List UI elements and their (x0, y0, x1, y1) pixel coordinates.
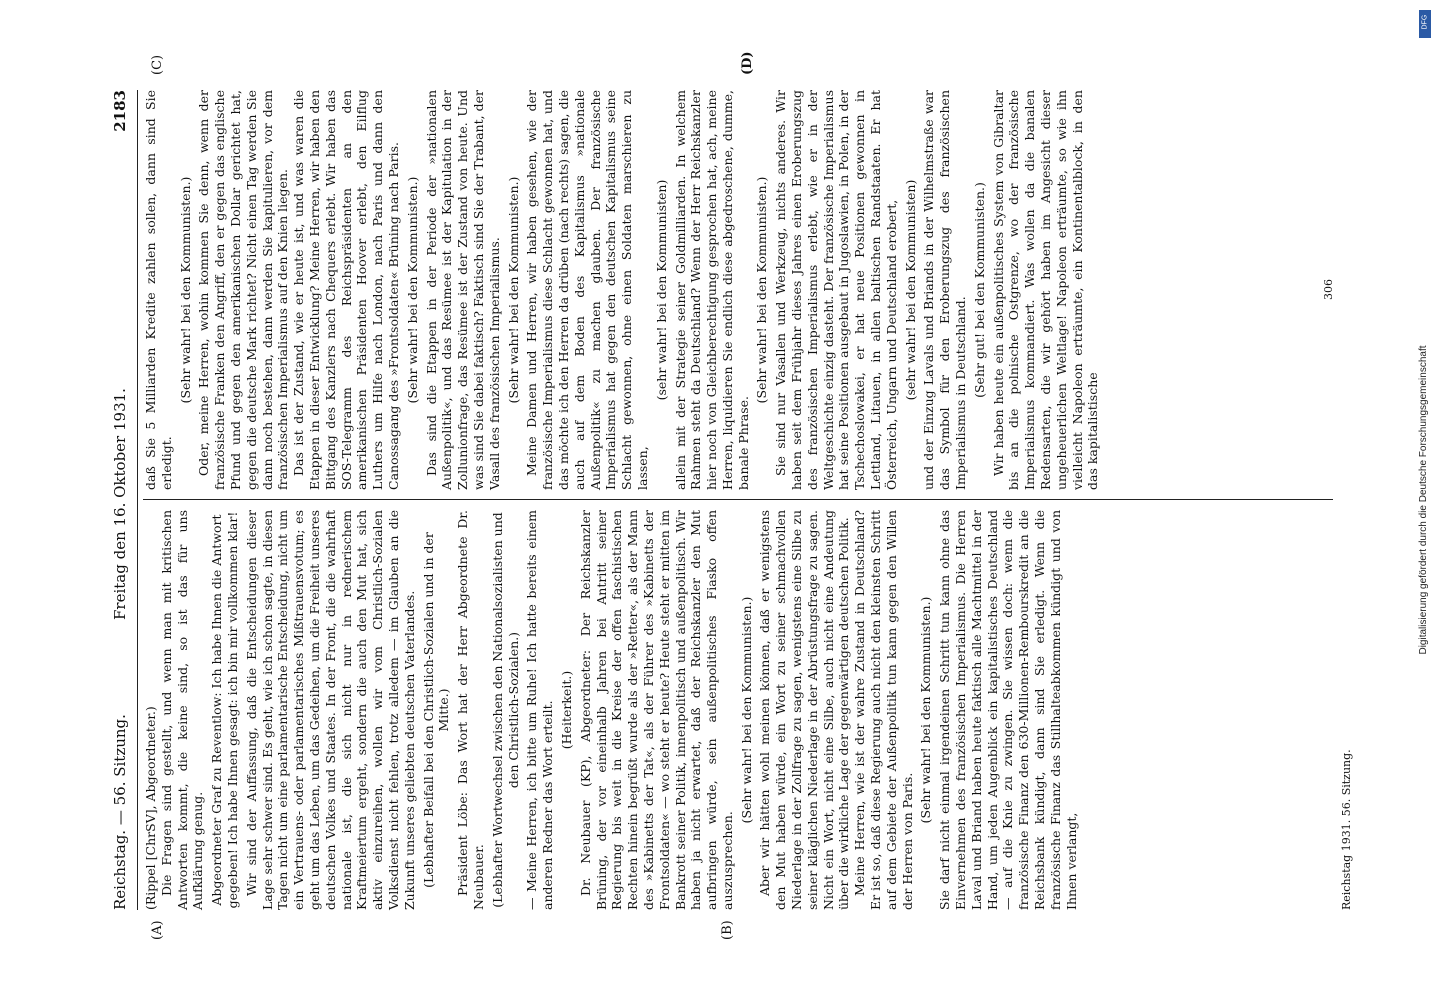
paragraph: allein mit der Strategie seiner Goldmilliarden. In welchem Rahmen steht da Deutschland? Wenn der Herr Reichskanzler hier noch von Gleichberechtigung gesprochen hat, ach, meine Herren, liquidieren Sie endlich diese abgedroschene, dumme, banale Phrase. (672, 90, 751, 490)
digitization-sidebar (1414, 0, 1434, 1000)
paragraph: Wir haben heute ein außenpolitisches System von Gibraltar bis an die polnische Ostgrenze, wo der französische Imperialismus kommandiert. Was wollen da die banalen Redensarten, die wir gehört haben im Angesicht dieser ungeheuerlichen Weltlage! Napoleon erträumte, so wie ihn vielleicht Napoleon erträumte, ein Kontinentalblock, in den das kapitalistische (990, 90, 1101, 490)
margin-mark-a: (A) (150, 920, 165, 940)
paragraph: Präsident Löbe: Das Wort hat der Herr Abgeordnete Dr. Neubauer. (455, 510, 486, 910)
sidebar-credit: Digitalisierung gefördert durch die Deutsche Forschungsgemeinschaft (1418, 345, 1429, 655)
dfg-logo-icon: DFG (1419, 10, 1431, 38)
page-header (105, 90, 135, 910)
interjection: Abgeordneter Graf zu Reventlow: Ich habe Ihnen die Antwort gegeben! Ich habe Ihnen gesagt: ich bin mir vollkommen klar! (209, 511, 240, 909)
interjection: (Sehr gut! bei den Kommunisten.) (971, 182, 987, 398)
left-column (143, 510, 1079, 910)
interjection: (Sehr wahr! bei den Kommunisten.) (404, 176, 420, 404)
right-column (143, 90, 1101, 490)
interjection: (sehr wahr! bei den Kommunisten) (653, 179, 669, 401)
paragraph: Oder, meine Herren, wohin kommen Sie denn, wenn der französische Franken den Angriff, den er gegen das englische Pfund und gegen den amerikanischen Dollar gerichtet hat, gegen die deutsche Mark richtet? Nicht einen Tag werden Sie dann noch bestehen, dann werden Sie kapitulieren, vor dem französischen Imperialismus auf den Knien liegen. (196, 90, 291, 490)
paragraph: Das sind die Etappen in der Periode der »nationalen Außenpolitik«, und das Resümee ist der Kapitulation in der Zollunionfrage, das Resümee ist der Zustand von heute. Und was sind Sie dabei faktisch? Faktisch sind Sie der Trabant, der Vasall des französischen Imperialismus. (423, 90, 502, 490)
paragraph: Sie sind nur Vasallen und Werkzeug, nichts anderes. Wir haben seit dem Frühjahr dieses Jahres einen Eroberungszug des französischen Imperialismus erlebt, wie er in der Weltgeschichte einzig dasteht. Der französische Imperialismus hat seine Positionen ausgebaut in Jugoslawien, in Polen, in der Tschechoslowakei, er hat neue Positionen gewonnen in Lettland, Litauen, in allen baltischen Randstaaten. Er hat Österreich, Ungarn und Deutschland erobert, (773, 90, 899, 490)
header-rule (137, 90, 138, 910)
interjection: (sehr wahr! bei den Kommunisten) (902, 179, 918, 401)
interjection: (Lebhafter Beifall bei den Christlich-Sozialen und in der Mitte.) (420, 532, 452, 888)
interjection: (Sehr wahr! bei den Kommunisten.) (918, 596, 934, 824)
footer-sheet-number: 306 (1322, 279, 1335, 300)
paragraph: Sie darf nicht einmal irgendeinen Schritt tun kann ohne das Einvernehmen des französischen Imperialismus. Die Herren Laval und Briand haben heute faktisch alle Machtmittel in der Hand, um jeden Augenblick ein kapitalistisches Deutschland — auf die Knie zu zwingen. Sie wissen doch: wenn die französische Finanz den 630-Millionen-Rembourskredit an die Reichsbank kündigt, dann sind Sie erledigt. Wenn die französische Finanz das Stillhalteabkommen kündigt und von Ihnen verlangt, (937, 510, 1079, 910)
paragraph: Meine Herren, wie ist der wahre Zustand in Deutschland? Er ist so, daß diese Regierung auch nicht den kleinsten Schritt auf dem Gebiete der Außenpolitik tun kann gegen den Willen der Herren von Paris. (852, 510, 915, 910)
header-session: Reichstag. — 56. Sitzung. (111, 714, 129, 910)
paragraph: und der Einzug Lavals und Briands in der Wilhelmstraße war das Symbol für den Eroberungszug des französischen Imperialismus in Deutschland. (921, 90, 969, 490)
speaker-note: (Rippel [ChrSV], Abgeordneter.) (143, 706, 158, 910)
interjection: (Sehr wahr! bei den Kommunisten.) (738, 596, 754, 824)
margin-mark-c: (C) (150, 54, 165, 75)
paragraph: Dr. Neubauer (KP), Abgeordneter: Der Reichskanzler Brüning, der vor eineinhalb Jahren bei Antritt seiner Regierung bis weit in die Kreise der offen faschistischen Rechten hinein begrüßt wurde als der »Retter«, als der Mann des »Kabinetts der Tat«, als der Führer des »Kabinetts der Frontsoldaten« — wo steht er heute? Heute steht er mitten im Bankrott seiner Politik, innenpolitisch und außenpolitisch. Wir haben ja nicht erwartet, daß der Reichskanzler den Mut aufbringen würde, sein außenpolitisches Fiasko offen auszusprechen. (577, 510, 735, 910)
margin-mark-b: (B) (720, 920, 735, 940)
interjection: (Sehr wahr! bei den Kommunisten.) (177, 176, 193, 404)
column-divider (143, 499, 1333, 500)
header-date: Freitag den 16. Oktober 1931. (111, 388, 129, 620)
paragraph: Wir sind der Auffassung, daß die Entscheidungen dieser Lage sehr schwer sind. Es geht, wie ich schon sagte, in diesen Tagen nicht um eine parlamentarische Entscheidung, nicht um ein Vertrauens- oder parlamentarisches Mißtrauensvotum; es geht um das Leben, um das Gedeihen, um die Freiheit unseres deutschen Volkes und Staates. In der Front, die die wahrhaft nationale ist, die sich nicht nur in rednerischem Kraftmeiertum ergeht, sondern die auch den Mut hat, sich aktiv einzureihen, wollen wir vom Christlich-Sozialen Volksdienst nicht fehlen, trotz alledem — im Glauben an die Zukunft unseres geliebten deutschen Vaterlandes. (243, 510, 417, 910)
paragraph: daß Sie 5 Milliarden Kredite zahlen sollen, dann sind Sie erledigt. (143, 90, 174, 490)
interjection: (Sehr wahr! bei den Kommunisten.) (505, 176, 521, 404)
margin-mark-d: (D) (740, 51, 755, 75)
paragraph: Die Fragen sind gestellt, und wenn man mit kritischen Antworten kommt, die keine sind, so ist das für uns Aufklärung genug. (158, 510, 206, 910)
paragraph: Aber wir hätten wohl meinen können, daß er wenigstens den Mut haben würde, ein Wort zu seiner schmachvollen Niederlage in der Zollfrage zu sagen, wenigstens eine Silbe zu seiner kläglichen Niederlage in der Abrüstungsfrage zu sagen. Nicht ein Wort, nicht eine Silbe, auch nicht eine Andeutung über die wirkliche Lage der gegenwärtigen deutschen Politik. (757, 510, 852, 910)
paragraph: Meine Damen und Herren, wir haben gesehen, wie der französische Imperialismus diese Schlacht gewonnen hat, und das möchte ich den Herren da drüben (nach rechts) sagen, die auch auf dem Boden des Kapitalismus »nationale Außenpolitik« zu machen glauben. Der französische Imperialismus hat gegen den deutschen Kapitalismus seine Schlacht gewonnen, ohne einen Soldaten marschieren zu lassen, (524, 90, 650, 490)
paragraph: Das ist der Zustand, wie er heute ist, und was waren die Etappen in dieser Entwicklung? Meine Herren, wir haben den Bittgang des Kanzlers nach Chequers erlebt. Wir haben das SOS-Telegramm des Reichspräsidenten an den amerikanischen Präsidenten Hoover erlebt, den Eilflug Luthers um Hilfe nach London, nach Paris und dann den Canossagang des »Frontsoldaten« Brüning nach Paris. (291, 90, 401, 490)
interjection: (Lebhafter Wortwechsel zwischen den Nationalsozialisten und den Christlich-Sozialen.) (489, 512, 521, 908)
interjection: (Sehr wahr! bei den Kommunisten.) (754, 176, 770, 404)
paragraph: — Meine Herren, ich bitte um Ruhe! Ich hatte bereits einem anderen Redner das Wort erteilt. (524, 510, 556, 910)
interjection: (Heiterkeit.) (558, 670, 574, 750)
page-number: 2183 (111, 90, 129, 132)
footer-signature: Reichstag 1931. 56. Sitzung. (1340, 749, 1353, 910)
